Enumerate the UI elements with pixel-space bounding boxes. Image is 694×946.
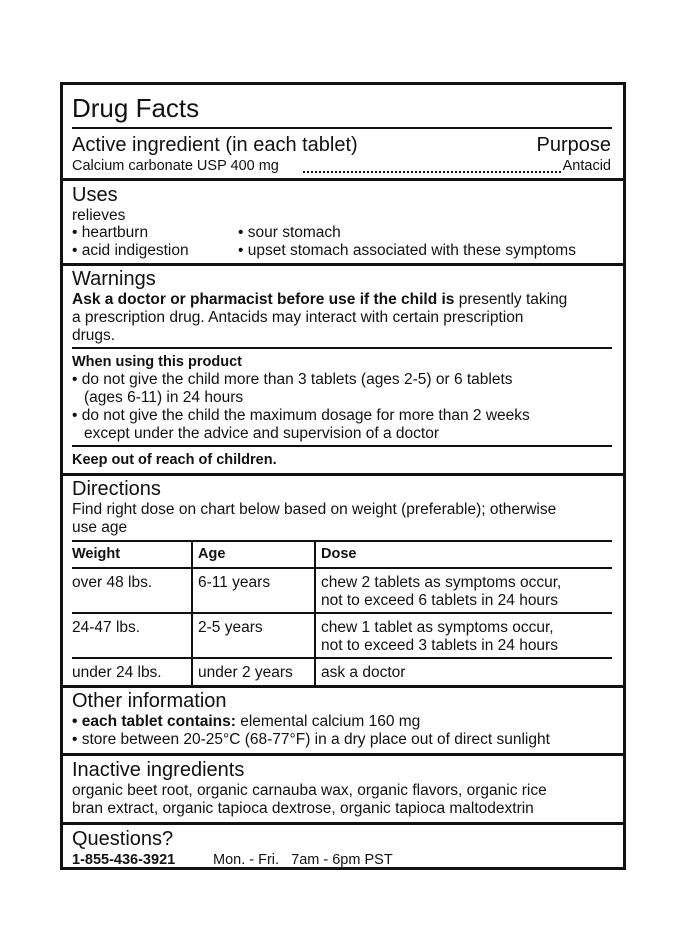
warnings-heading: Warnings xyxy=(72,268,156,290)
section-divider xyxy=(63,685,623,688)
drug-facts-title: Drug Facts xyxy=(72,93,200,123)
uses-intro: relieves xyxy=(72,207,126,224)
warnings-ask-doctor xyxy=(72,291,567,309)
table-rule xyxy=(72,657,612,659)
questions-phone: 1-855-436-3921 xyxy=(72,852,176,868)
table-cell-age: 6-11 years xyxy=(198,574,271,591)
warnings-ask-bold: Ask a doctor or pharmacist before use if the child is xyxy=(72,291,455,308)
inactive-ingredients-line1: organic beet root, organic carnauba wax, organic flavors, organic rice xyxy=(72,782,547,799)
table-cell-dose: ask a doctor xyxy=(321,664,406,681)
table-cell-age: 2-5 years xyxy=(198,619,263,636)
warnings-ask-rest: presently taking xyxy=(454,291,568,308)
drug-facts-panel xyxy=(60,82,626,870)
table-cell-dose-cont: not to exceed 6 tablets in 24 hours xyxy=(321,592,558,609)
section-divider xyxy=(63,753,623,756)
table-cell-age: under 2 years xyxy=(198,664,293,681)
table-column-divider xyxy=(191,540,193,685)
uses-item-sour-stomach: • sour stomach xyxy=(238,224,341,241)
dot-leader xyxy=(303,171,561,173)
purpose-heading: Purpose xyxy=(536,134,611,156)
when-using-heading: When using this product xyxy=(72,354,242,370)
table-cell-dose: chew 1 tablet as symptoms occur, xyxy=(321,619,554,636)
inactive-ingredients-heading: Inactive ingredients xyxy=(72,759,245,781)
other-info-item: • store between 20-25°C (68-77°F) in a dry place out of direct sunlight xyxy=(72,731,550,748)
table-cell-weight: under 24 lbs. xyxy=(72,664,162,681)
when-using-item-cont: (ages 6-11) in 24 hours xyxy=(84,389,244,406)
table-cell-weight: 24-47 lbs. xyxy=(72,619,141,636)
warnings-rule xyxy=(72,347,612,349)
table-cell-dose: chew 2 tablets as symptoms occur, xyxy=(321,574,562,591)
section-divider xyxy=(63,473,623,476)
warnings-rule xyxy=(72,445,612,447)
directions-line2: use age xyxy=(72,519,128,536)
other-info-heading: Other information xyxy=(72,690,227,712)
uses-heading: Uses xyxy=(72,184,118,206)
uses-item-heartburn: • heartburn xyxy=(72,224,149,241)
active-ingredient-value: Calcium carbonate USP 400 mg xyxy=(72,158,279,174)
section-divider xyxy=(63,263,623,266)
other-info-item xyxy=(72,713,420,731)
purpose-value: Antacid xyxy=(562,158,611,174)
other-info-item-rest: elemental calcium 160 mg xyxy=(235,713,421,730)
table-cell-dose-cont: not to exceed 3 tablets in 24 hours xyxy=(321,637,558,654)
warnings-ask-line3: drugs. xyxy=(72,327,116,344)
other-info-item-bold: • each tablet contains: xyxy=(72,713,236,730)
directions-line1: Find right dose on chart below based on weight (preferable); otherwise xyxy=(72,501,557,518)
title-rule xyxy=(72,127,612,129)
table-column-divider xyxy=(314,540,316,685)
table-rule xyxy=(72,540,612,542)
inactive-ingredients-line2: bran extract, organic tapioca dextrose, organic tapioca maltodextrin xyxy=(72,800,534,817)
when-using-item: • do not give the child the maximum dosage for more than 2 weeks xyxy=(72,407,530,424)
when-using-item-cont: except under the advice and supervision of a doctor xyxy=(84,425,440,442)
active-ingredient-heading: Active ingredient (in each tablet) xyxy=(72,134,358,156)
section-divider xyxy=(63,822,623,825)
warnings-ask-line2: a prescription drug. Antacids may interact with certain prescription xyxy=(72,309,524,326)
when-using-item: • do not give the child more than 3 tablets (ages 2-5) or 6 tablets xyxy=(72,371,513,388)
table-cell-weight: over 48 lbs. xyxy=(72,574,153,591)
table-rule xyxy=(72,567,612,569)
section-divider xyxy=(63,178,623,181)
directions-heading: Directions xyxy=(72,478,161,500)
keep-out-of-reach: Keep out of reach of children. xyxy=(72,452,277,468)
table-header-age: Age xyxy=(198,546,226,562)
table-header-weight: Weight xyxy=(72,546,121,562)
table-header-dose: Dose xyxy=(321,546,357,562)
questions-heading: Questions? xyxy=(72,828,174,850)
uses-item-upset-stomach: • upset stomach associated with these symptoms xyxy=(238,242,576,259)
questions-hours: Mon. - Fri. 7am - 6pm PST xyxy=(213,852,393,868)
table-rule xyxy=(72,612,612,614)
uses-item-acid-indigestion: • acid indigestion xyxy=(72,242,189,259)
